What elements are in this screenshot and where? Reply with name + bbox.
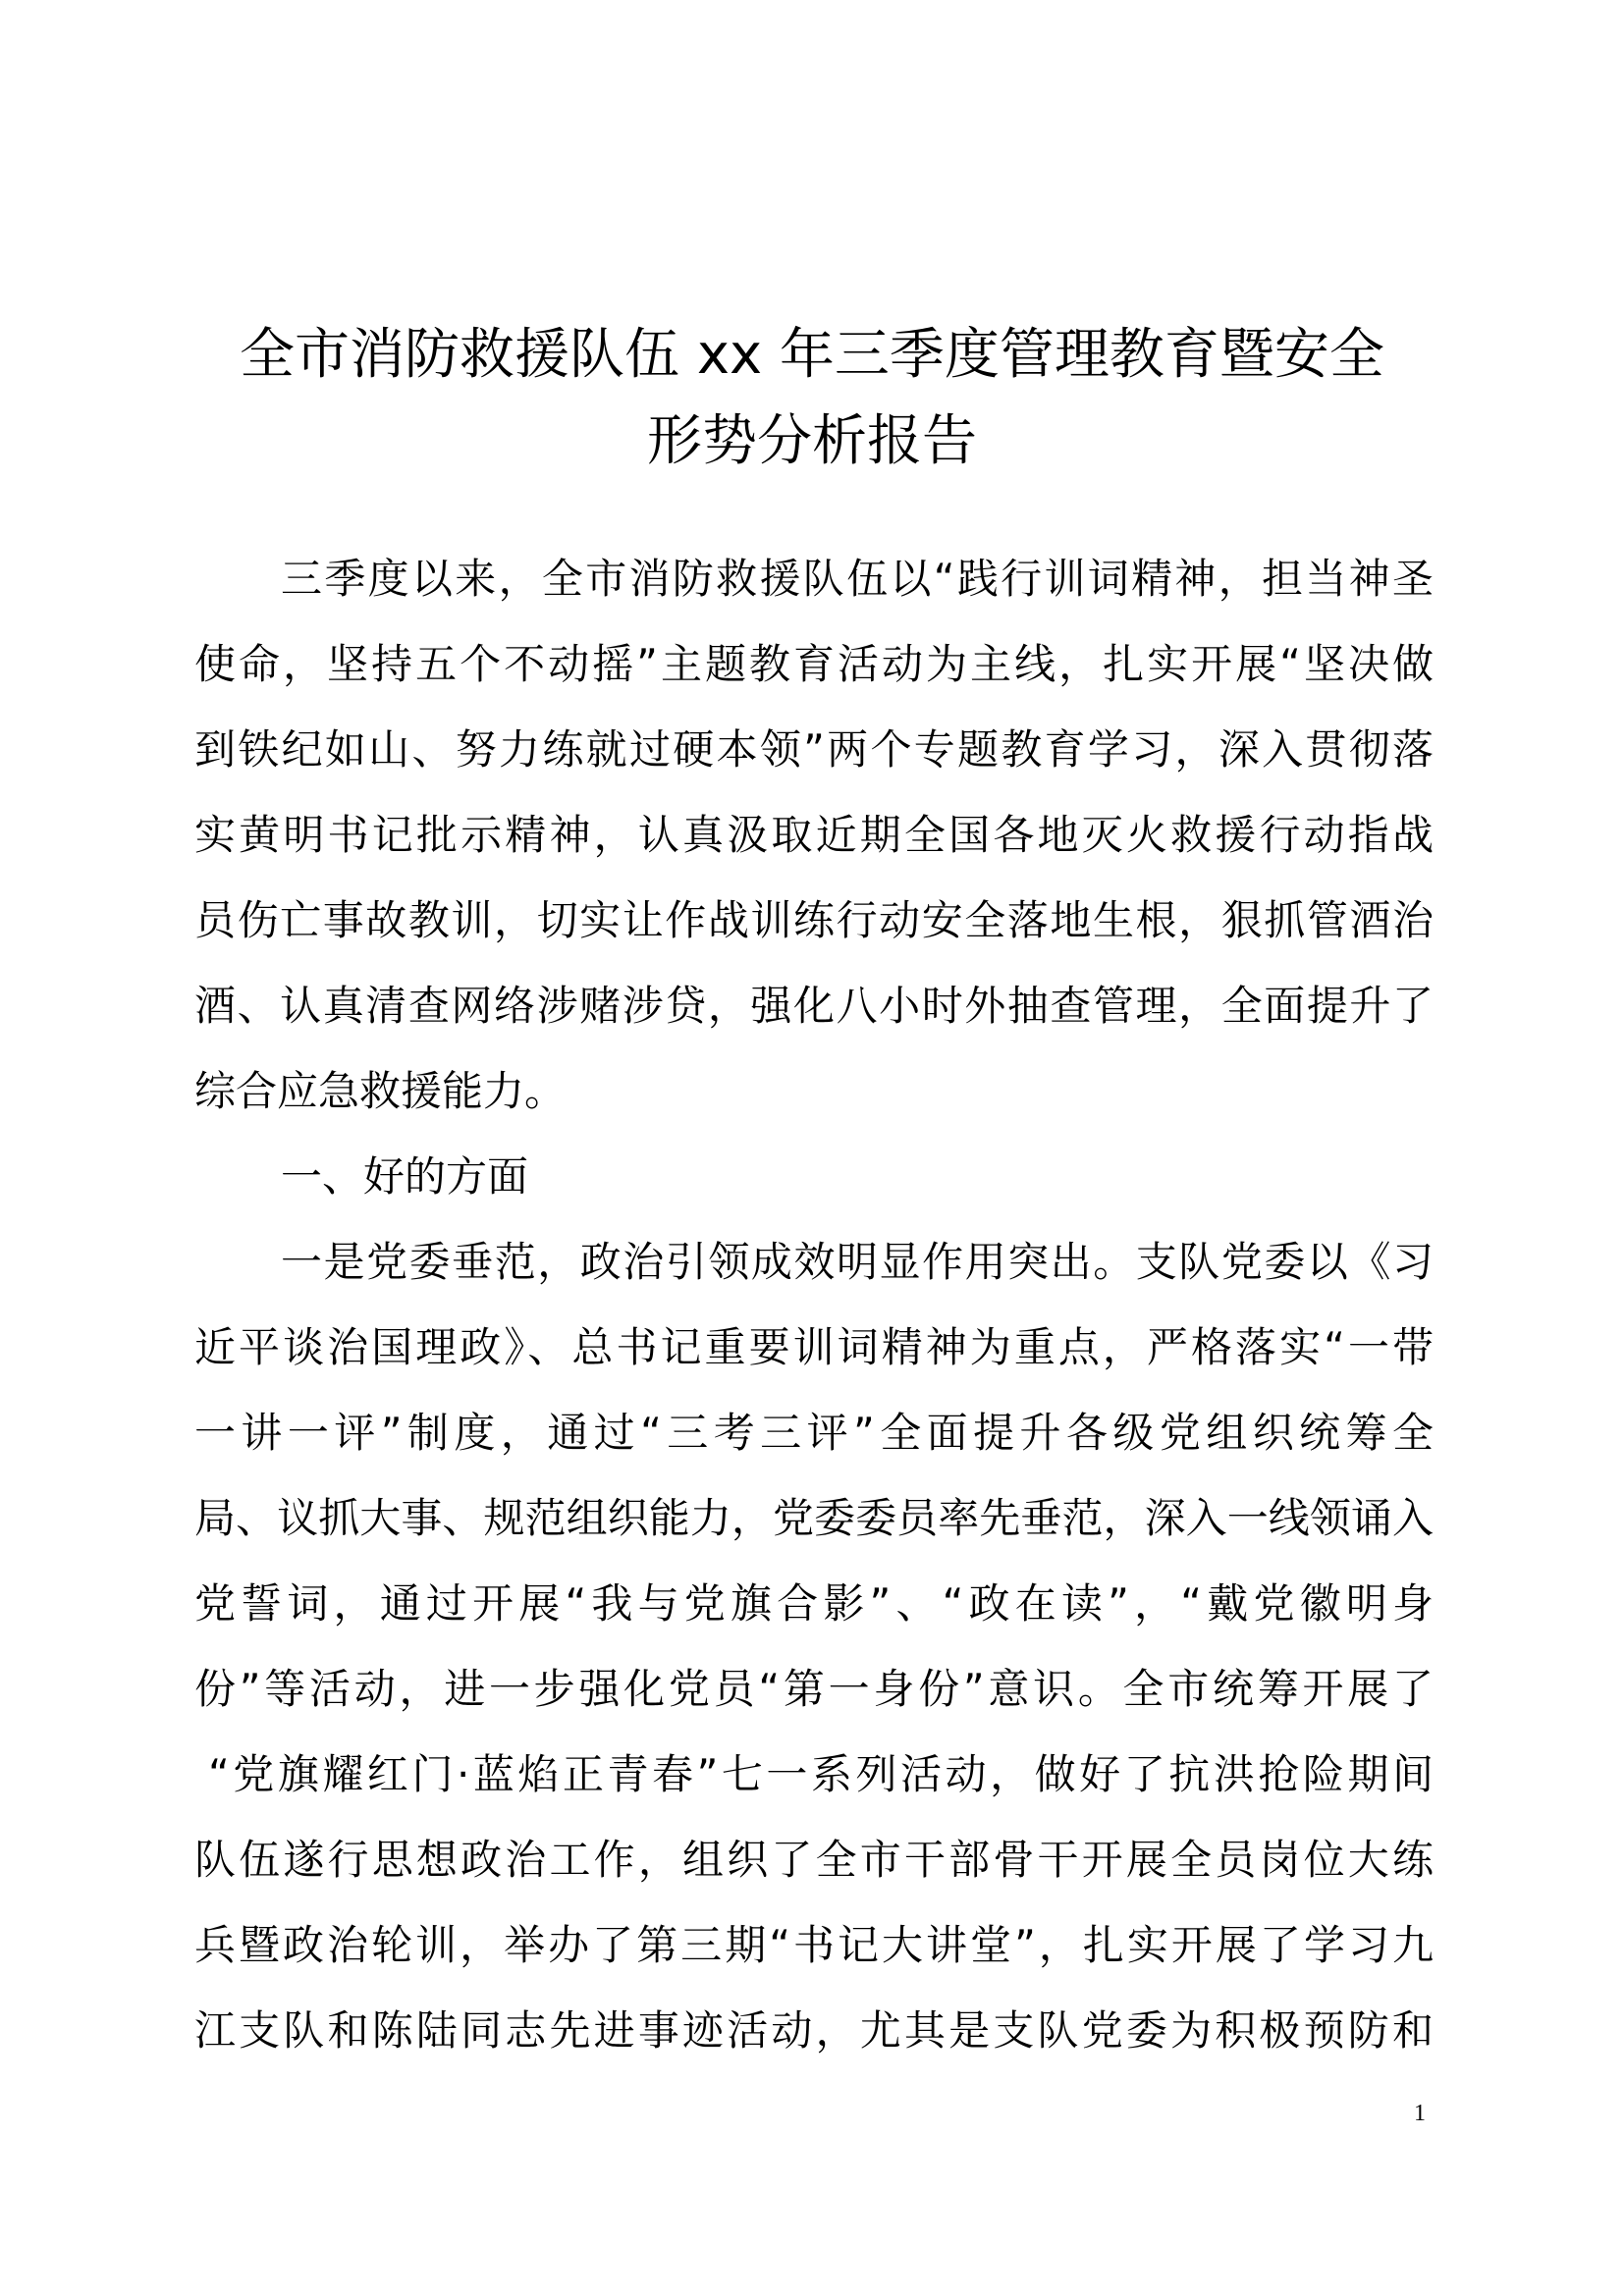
body-text-line: 到铁纪如山、努力练就过硬本领”两个专题教育学习，深入贯彻落 <box>194 725 1434 774</box>
section-heading: 一、好的方面 <box>281 1152 529 1201</box>
title-line-2: 形势分析报告 <box>647 409 977 473</box>
body-text-line: 份”等活动，进一步强化党员“第一身份”意识。全市统筹开展了 <box>194 1665 1434 1713</box>
body-text-line: 党誓词，通过开展“我与党旗合影”、“政在读”，“戴党徽明身 <box>194 1579 1434 1628</box>
body-text-line: 近平谈治国理政》、总书记重要训词精神为重点，严格落实“一带 <box>194 1323 1434 1371</box>
title-line-1: 全市消防救援队伍 xx 年三季度管理教育暨安全 <box>240 323 1384 387</box>
body-text-line: 酒、认真清查网络涉赌涉贷，强化八小时外抽查管理，全面提升了 <box>194 982 1434 1030</box>
body-text-line: 一讲一评”制度，通过“三考三评”全面提升各级党组织统筹全 <box>194 1409 1434 1457</box>
document-body <box>194 536 1434 2073</box>
body-text-line: 兵暨政治轮训，举办了第三期“书记大讲堂”，扎实开展了学习九 <box>194 1921 1434 1969</box>
body-text-line: 综合应急救援能力。 <box>194 1067 567 1115</box>
body-text-line: 使命，坚持五个不动摇”主题教育活动为主线，扎实开展“坚决做 <box>194 640 1434 688</box>
body-text-line: 一是党委垂范，政治引领成效明显作用突出。支队党委以《习 <box>281 1238 1434 1286</box>
document-title <box>177 312 1447 485</box>
body-text-line: 江支队和陈陆同志先进事迹活动，尤其是支队党委为积极预防和 <box>194 2006 1434 2055</box>
body-text-line: “党旗耀红门·蓝焰正青春”七一系列活动，做好了抗洪抢险期间 <box>208 1750 1434 1798</box>
body-text-line: 三季度以来，全市消防救援队伍以“践行训词精神，担当神圣 <box>281 555 1434 603</box>
body-text-line: 实黄明书记批示精神，认真汲取近期全国各地灭火救援行动指战 <box>194 811 1434 859</box>
page-number: 1 <box>1414 2101 1426 2126</box>
body-text-line: 员伤亡事故教训，切实让作战训练行动安全落地生根，狠抓管酒治 <box>194 896 1434 944</box>
body-text-line: 局、议抓大事、规范组织能力，党委委员率先垂范，深入一线领诵入 <box>194 1494 1434 1542</box>
body-text-line: 队伍遂行思想政治工作，组织了全市干部骨干开展全员岗位大练 <box>194 1836 1434 1884</box>
